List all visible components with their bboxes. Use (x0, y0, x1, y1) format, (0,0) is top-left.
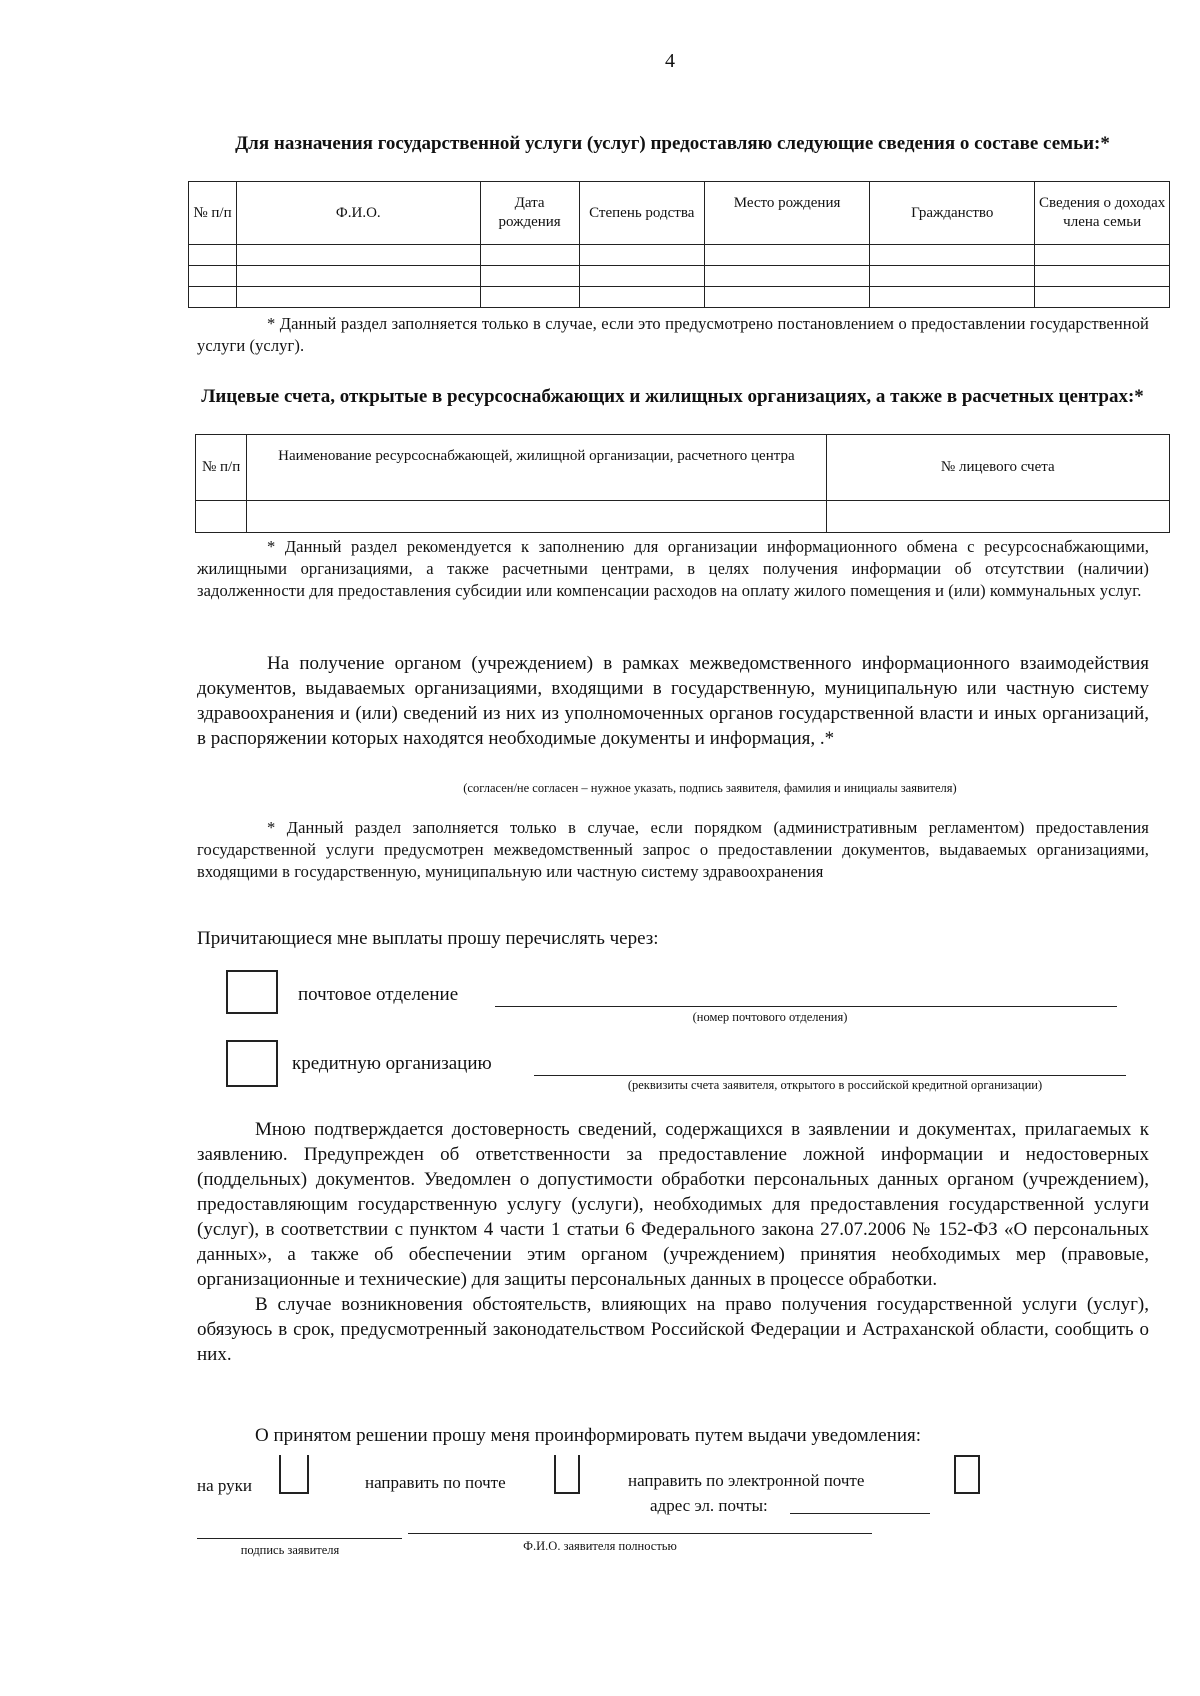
accounts-note: * Данный раздел рекомендуется к заполнению для организации информационного обмена с ресурсоснабжающими, жилищными организациями, а также расчетными центрами, в целях получения информации об отсутствии (наличии) задолженности для предоставления субсидии или компенсации расходов на оплату жилого помещения и (или) коммунальных услуг. (197, 537, 1149, 600)
bank-checkbox[interactable] (226, 1040, 278, 1087)
col-fio: Ф.И.О. (236, 182, 480, 245)
col-birthdate: Дата рождения (480, 182, 579, 245)
col-number: № п/п (189, 182, 237, 245)
consent-note: * Данный раздел заполняется только в случае, если порядком (административным регламентом) предоставления государственной услуги предусмотрен межведомственный запрос о предоставлении документов, выдаваемых организациями, входящими в государственную, муниципальную или частную систему здравоохранения (197, 818, 1149, 881)
col-income: Сведения о доходах члена семьи (1035, 182, 1170, 245)
table-row (189, 245, 1170, 266)
col-birthplace: Место рождения (704, 182, 869, 245)
notification-intro: О принятом решении прошу меня проинформировать путем выдачи уведомления: (255, 1425, 922, 1446)
post-office-line[interactable] (495, 1006, 1117, 1007)
table-row (196, 501, 1170, 533)
table-row (189, 287, 1170, 308)
consent-text: На получение органом (учреждением) в рамках межведомственного информационного взаимодействия документов, выдаваемых организациями, входящими в государственную, муниципальную или частную систему здравоохранения и (или) сведений из них из уполномоченных органов государственной власти и иных организаций, в распоряжении которых находятся необходимые документы и информация, .* (197, 653, 1149, 749)
consent-hint: (согласен/не согласен – нужное указать, подпись заявителя, фамилия и инициалы заявителя) (463, 781, 957, 795)
option-mail-checkbox[interactable] (554, 1455, 580, 1494)
signature-line[interactable] (197, 1538, 402, 1539)
bank-line[interactable] (534, 1075, 1126, 1076)
declaration-paragraph-1: Мною подтверждается достоверность сведений, содержащихся в заявлении и документах, прилагаемых к заявлению. Предупрежден об ответственности за предоставление ложной информации и недостоверных (поддельных) документов. Уведомлен о допустимости обработки персональных данных органом (учреждением), предоставляющим государственную услугу (услуги), необходимых для предоставления государственной услуги (услуг), в соответствии с пунктом 4 части 1 статьи 6 Федерального закона 27.07.2006 № 152-ФЗ «О персональных данных», а также об обеспечении этим органом (учреждением) принятия необходимых мер (правовые, организационные и технические) для защиты персональных данных в процессе обработки. (197, 1119, 1149, 1290)
accounts-table (195, 434, 1170, 533)
option-mail-label: направить по почте (365, 1473, 506, 1492)
option-email-label: направить по электронной почте (628, 1471, 865, 1490)
page-number: 4 (665, 50, 675, 72)
post-office-checkbox[interactable] (226, 970, 278, 1014)
declaration-paragraph-2: В случае возникновения обстоятельств, влияющих на право получения государственной услуги (услуг), обязуюсь в срок, предусмотренный законодательством Российской Федерации и Астраханской области, сообщить о них. (197, 1294, 1149, 1365)
full-name-line[interactable] (408, 1533, 872, 1534)
family-note: * Данный раздел заполняется только в случае, если это предусмотрено постановлением о предоставлении государственной услуги (услуг). (197, 314, 1149, 355)
option-email-checkbox[interactable] (954, 1455, 980, 1494)
table-row (189, 266, 1170, 287)
accounts-heading: Лицевые счета, открытые в ресурсоснабжающих и жилищных организациях, а также в расчетных центрах:* (201, 386, 1144, 407)
col-number: № п/п (196, 435, 247, 501)
col-account-number: № лицевого счета (826, 435, 1169, 501)
family-heading: Для назначения государственной услуги (услуг) предоставляю следующие сведения о составе семьи:* (235, 133, 1110, 154)
full-name-label: Ф.И.О. заявителя полностью (523, 1539, 677, 1553)
col-relation: Степень родства (579, 182, 704, 245)
signature-label: подпись заявителя (240, 1543, 340, 1557)
option-hand-label: на руки (197, 1476, 253, 1495)
email-line[interactable] (790, 1513, 930, 1514)
email-label: адрес эл. почты: (650, 1496, 768, 1515)
bank-hint: (реквизиты счета заявителя, открытого в российской кредитной организации) (627, 1078, 1043, 1092)
bank-label: кредитную организацию (292, 1053, 492, 1074)
payment-intro: Причитающиеся мне выплаты прошу перечислять через: (197, 928, 659, 949)
declaration (197, 1117, 1149, 1367)
col-org-name: Наименование ресурсоснабжающей, жилищной организации, расчетного центра (247, 435, 826, 501)
family-table (188, 181, 1170, 308)
post-office-hint: (номер почтового отделения) (692, 1010, 848, 1024)
option-hand-checkbox[interactable] (279, 1455, 309, 1494)
col-citizenship: Гражданство (870, 182, 1035, 245)
post-office-label: почтовое отделение (298, 984, 459, 1005)
